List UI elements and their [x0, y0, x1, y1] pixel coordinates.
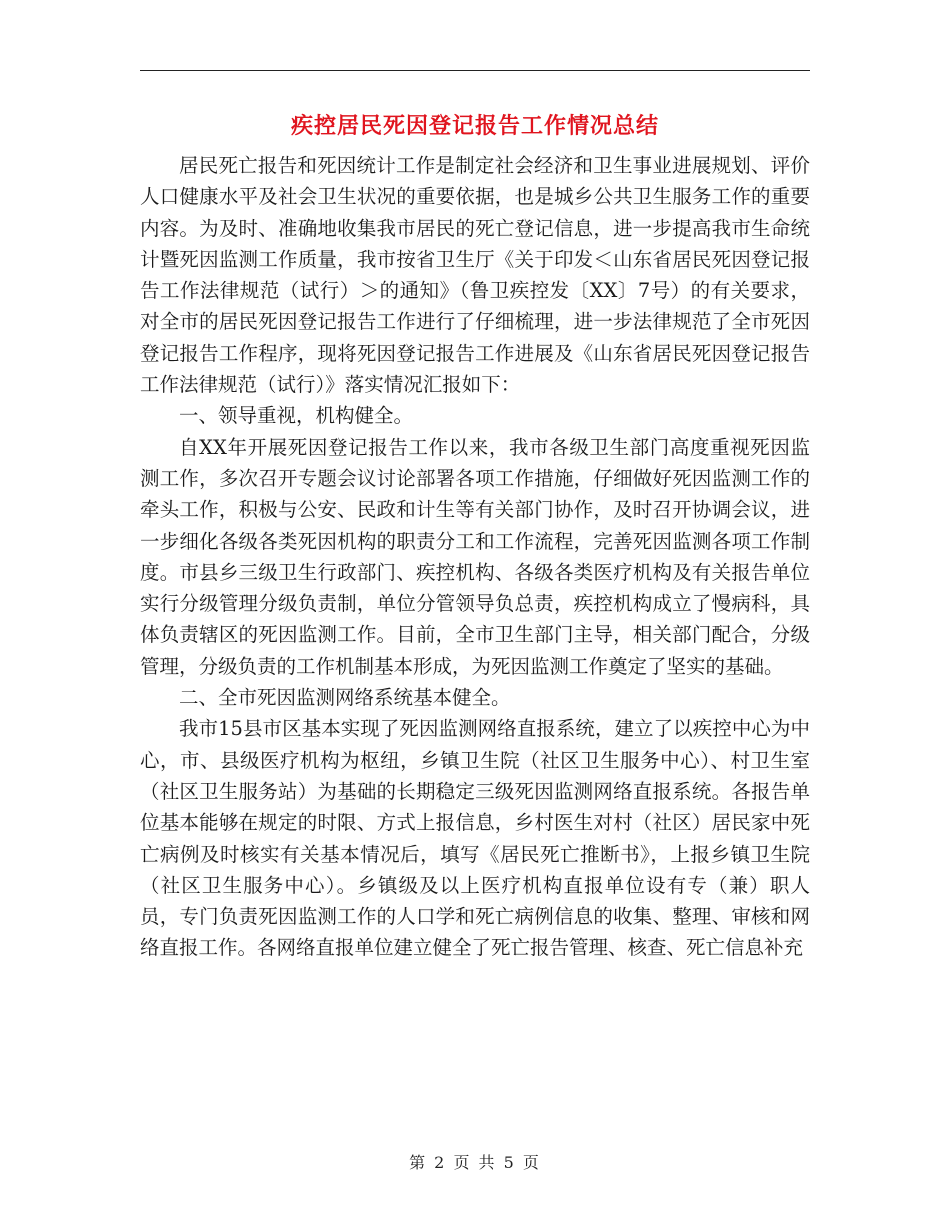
paragraph-section-1: 自XX年开展死因登记报告工作以来，我市各级卫生部门高度重视死因监测工作，多次召开专题会议讨论部署各项工作措施，仔细做好死因监测工作的牵头工作，积极与公安、民政和计生等有关部门协作，及时召开协调会议，进一步细化各级各类死因机构的职责分工和工作流程，完善死因监测各项工作制度。市县乡三级卫生行政部门、疾控机构、各级各类医疗机构及有关报告单位实行分级管理分级负责制，单位分管领导负总责，疾控机构成立了慢病科，具体负责辖区的死因监测工作。目前，全市卫生部门主导，相关部门配合，分级管理，分级负责的工作机制基本形成，为死因监测工作奠定了坚实的基础。: [140, 435, 810, 678]
page-indicator: 第 2 页 共 5 页: [409, 1153, 541, 1172]
section-heading-1: 一、领导重视，机构健全。: [179, 404, 414, 428]
document-body: [140, 150, 810, 964]
paragraph-section-2: 我市15县市区基本实现了死因监测网络直报系统，建立了以疾控中心为中心，市、县级医疗机构为枢纽，乡镇卫生院（社区卫生服务中心）、村卫生室（社区卫生服务站）为基础的长期稳定三级死因监测网络直报系统。各报告单位基本能够在规定的时限、方式上报信息，乡村医生对村（社区）居民家中死亡病例及时核实有关基本情况后，填写《居民死亡推断书》，上报乡镇卫生院（社区卫生服务中心）。乡镇级及以上医疗机构直报单位设有专（兼）职人员，专门负责死因监测工作的人口学和死亡病例信息的收集、整理、审核和网络直报工作。各网络直报单位建立健全了死亡报告管理、核查、死亡信息补充: [140, 717, 810, 960]
header-rule: [140, 70, 810, 71]
section-heading-2: 二、全市死因监测网络系统基本健全。: [179, 686, 511, 710]
document-title: 疾控居民死因登记报告工作情况总结: [290, 113, 659, 139]
paragraph-intro: 居民死亡报告和死因统计工作是制定社会经济和卫生事业进展规划、评价人口健康水平及社会卫生状况的重要依据，也是城乡公共卫生服务工作的重要内容。为及时、准确地收集我市居民的死亡登记信息，进一步提高我市生命统计暨死因监测工作质量，我市按省卫生厅《关于印发＜山东省居民死因登记报告工作法律规范（试行）＞的通知》（鲁卫疾控发〔XX〕7号）的有关要求，对全市的居民死因登记报告工作进行了仔细梳理，进一步法律规范了全市死因登记报告工作程序，现将死因登记报告工作进展及《山东省居民死因登记报告工作法律规范（试行）》落实情况汇报如下：: [140, 154, 810, 397]
